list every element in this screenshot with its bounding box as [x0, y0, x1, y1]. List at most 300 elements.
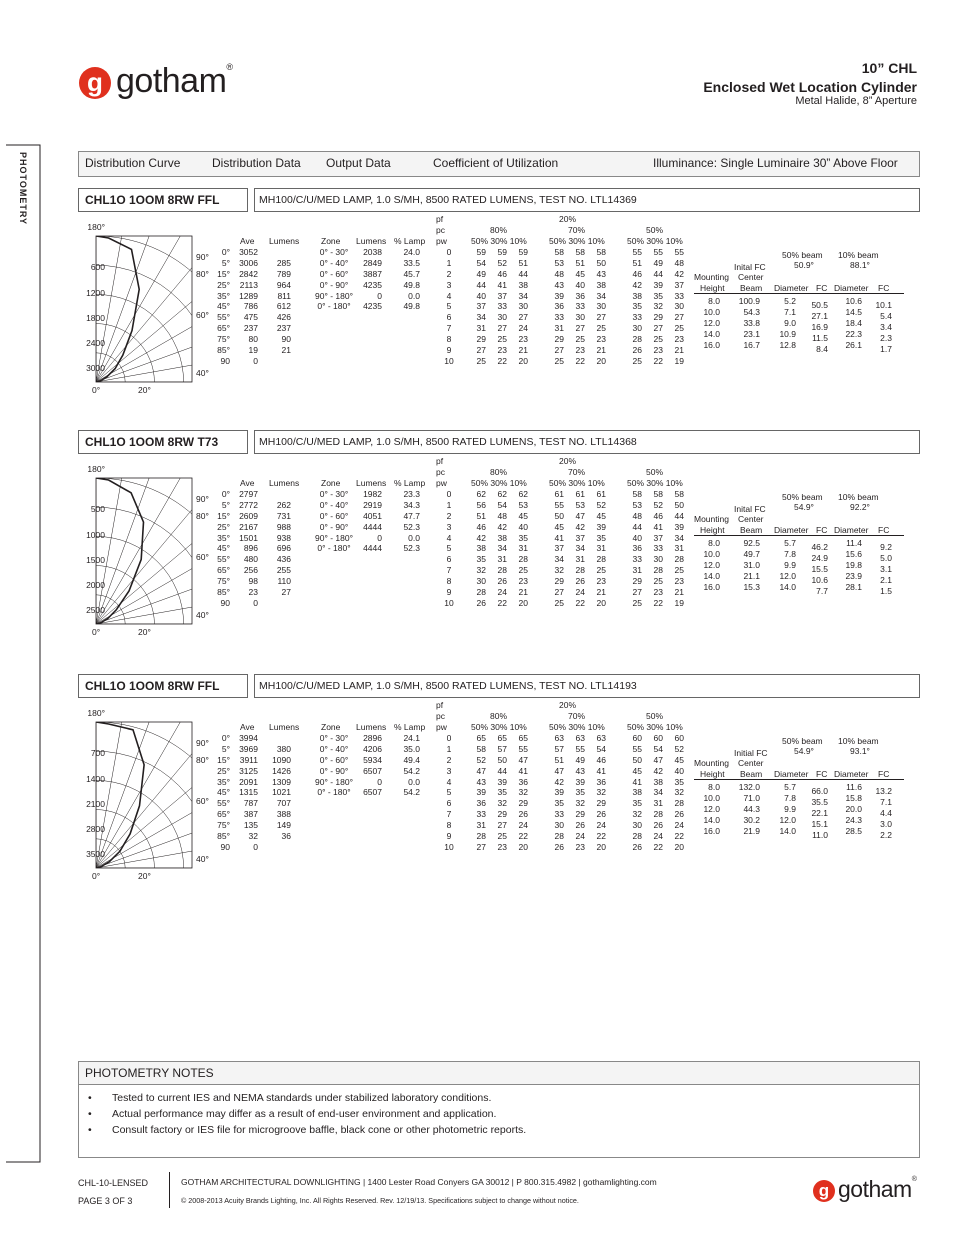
illum-center-label: Center — [738, 272, 764, 282]
polar-scale-label: 2100 — [86, 799, 105, 809]
illum-beam10-angle: 93.1° — [850, 746, 870, 756]
output-pct-cell: 54.2 — [403, 787, 420, 798]
distribution-lumens-cell: 789 — [276, 268, 291, 279]
distribution-angle-cell: 15° — [217, 268, 230, 279]
footer-divider — [169, 1172, 170, 1208]
product-title: 10” CHL — [861, 60, 917, 76]
cu-pw-header: 50% 30% 10% — [471, 478, 527, 488]
distribution-angle-cell: 45° — [217, 301, 230, 312]
distribution-ave-cell: 3969 — [239, 743, 258, 754]
illum-center-label: Center — [738, 758, 764, 768]
product-detail: Metal Halide, 8” Aperture — [795, 95, 917, 107]
cu-cell: 20 — [674, 841, 684, 852]
cu-cell: 27 — [476, 345, 486, 356]
cu-cell: 25 — [632, 355, 642, 366]
cu-cell: 25 — [632, 597, 642, 608]
polar-distribution-curve — [94, 472, 194, 628]
cu-cell: 40 — [575, 279, 585, 290]
cu-cell: 21 — [596, 587, 606, 598]
cu-pw-header: 50% 30% 10% — [471, 236, 527, 246]
distribution-header-ave: Ave — [240, 478, 255, 488]
cu-cell: 56 — [476, 499, 486, 510]
illum-center-cell: 21.1 — [743, 570, 760, 581]
distribution-ave-cell: 2167 — [239, 521, 258, 532]
cu-cell: 33 — [632, 312, 642, 323]
illum-fc10-cell: 5.0 — [880, 552, 892, 563]
output-lumens-cell: 4444 — [363, 543, 382, 554]
cu-cell: 44 — [497, 765, 507, 776]
polar-ring — [94, 722, 194, 872]
cu-cell: 21 — [674, 587, 684, 598]
gotham-footer-logo-text: gotham® — [838, 1176, 917, 1202]
cu-cell: 28 — [632, 831, 642, 842]
distribution-lumens-cell: 731 — [276, 510, 291, 521]
cu-cell: 42 — [497, 521, 507, 532]
distribution-ave-cell: 1315 — [239, 787, 258, 798]
output-pct — [388, 489, 420, 554]
note-item: • Consult factory or IES file for microgroove baffle, black cone or other photometric reports. — [88, 1124, 527, 1136]
cu-cell: 27 — [554, 587, 564, 598]
cu-cell: 29 — [497, 809, 507, 820]
cu-cell: 26 — [653, 820, 663, 831]
distribution-lumens-cell: 938 — [276, 532, 291, 543]
cu-cell: 26 — [497, 576, 507, 587]
polar-scale-label: 1200 — [86, 288, 105, 298]
output-zone-cell: 0° - 180° — [317, 543, 351, 554]
cu-rcr — [436, 247, 462, 367]
section-side-label: PHOTOMETRY — [18, 152, 28, 226]
cu-cell: 25 — [653, 576, 663, 587]
illum-height-cell: 14.0 — [703, 814, 720, 825]
cu-cell: 29 — [554, 576, 564, 587]
illum-fc10-cell: 5.4 — [880, 310, 892, 321]
cu-column-c70 — [588, 247, 606, 367]
cu-cell: 34 — [554, 554, 564, 565]
cu-cell: 27 — [518, 312, 528, 323]
cu-cell: 44 — [674, 510, 684, 521]
cu-cell: 36 — [476, 798, 486, 809]
cu-cell: 31 — [554, 323, 564, 334]
cu-cell: 37 — [497, 290, 507, 301]
distribution-lumens-cell: 612 — [276, 301, 291, 312]
illum-d10-cell: 18.4 — [845, 317, 862, 328]
cu-cell: 32 — [632, 809, 642, 820]
distribution-lumens-cell: 1021 — [272, 787, 291, 798]
cu-column-c70 — [546, 489, 564, 609]
cu-cell: 41 — [497, 279, 507, 290]
cu-cell: 20 — [518, 355, 528, 366]
distribution-angle-cell: 55° — [217, 554, 230, 565]
cu-cell: 53 — [518, 499, 528, 510]
distribution-lumens-cell: 110 — [277, 576, 291, 587]
illum-d10 — [838, 296, 862, 350]
distribution-angle-cell: 15° — [217, 754, 230, 765]
illum-d10-cell: 14.5 — [845, 306, 862, 317]
cu-cell: 26 — [575, 820, 585, 831]
cu-label-pw: pw — [436, 722, 447, 732]
illum-beam10-angle: 92.2° — [850, 502, 870, 512]
cu-cell: 50 — [497, 754, 507, 765]
polar-scale-label: 500 — [90, 504, 105, 514]
cu-cell: 37 — [554, 543, 564, 554]
cu-cell: 65 — [497, 733, 507, 743]
cu-pw-header: 50% 30% 10% — [627, 478, 683, 488]
cu-cell: 20 — [596, 597, 606, 608]
cu-rcr-cell: 5 — [446, 787, 452, 798]
distribution-angle-cell: 65° — [217, 323, 230, 334]
cu-rcr-cell: 6 — [446, 798, 452, 809]
illum-d50-cell: 12.0 — [779, 814, 796, 825]
illum-d50-cell: 5.2 — [784, 296, 796, 306]
cu-cell: 45 — [632, 765, 642, 776]
cu-cell: 20 — [596, 355, 606, 366]
distribution-lumens-cell — [262, 598, 291, 609]
polar-radial — [96, 716, 194, 868]
illum-fc50-cell: 22.1 — [811, 807, 828, 818]
cu-cell: 62 — [497, 489, 507, 499]
illum-center — [734, 782, 760, 836]
cu-cell: 29 — [653, 312, 663, 323]
cu-cell: 26 — [596, 809, 606, 820]
cu-cell: 34 — [476, 312, 486, 323]
illum-height-cell: 12.0 — [703, 559, 720, 570]
cu-cell: 52 — [674, 743, 684, 754]
cu-cell: 50 — [674, 499, 684, 510]
illum-height-cell: 8.0 — [708, 538, 720, 548]
polar-radial — [96, 230, 194, 382]
cu-column-c80 — [468, 733, 486, 853]
tab-distribution-data[interactable]: Distribution Data — [212, 156, 301, 170]
cu-cell: 54 — [653, 743, 663, 754]
illum-d10-cell: 10.6 — [845, 296, 862, 306]
cu-cell: 38 — [518, 279, 528, 290]
illum-fc50-cell: 10.6 — [811, 574, 828, 585]
illum-beam10-angle: 88.1° — [850, 260, 870, 270]
illum-col-diameter: Diameter — [834, 525, 869, 535]
cu-rcr-cell: 5 — [446, 543, 452, 554]
output-lumens-cell: 6507 — [363, 765, 382, 776]
distribution-ave-cell: 2772 — [239, 499, 258, 510]
cu-cell: 42 — [476, 532, 486, 543]
cu-cell: 34 — [653, 787, 663, 798]
cu-pc-50: 50% — [646, 467, 664, 477]
tab-output-data[interactable]: Output Data — [326, 156, 391, 170]
cu-cell: 28 — [653, 809, 663, 820]
note-item: • Actual performance may differ as a result of end-user environment and application. — [88, 1108, 497, 1120]
cu-cell: 30 — [575, 312, 585, 323]
cu-cell: 22 — [674, 831, 684, 842]
illum-center-cell: 44.3 — [743, 803, 760, 814]
output-header-zone: Zone — [321, 722, 341, 732]
illum-d10 — [838, 538, 862, 592]
illum-mounting-label: Mounting — [694, 514, 729, 524]
illum-beam-label: Beam — [740, 283, 763, 293]
cu-cell: 28 — [674, 554, 684, 565]
cu-cell: 24 — [518, 820, 528, 831]
output-pct-cell: 52.3 — [403, 521, 420, 532]
distribution-ave-cell: 2609 — [239, 510, 258, 521]
illum-d50 — [776, 782, 796, 836]
cu-cell: 44 — [653, 268, 663, 279]
gotham-footer-logo-mark: g — [813, 1180, 835, 1202]
illum-col-fc: FC — [816, 283, 828, 293]
illum-fc10-cell: 10.1 — [875, 300, 892, 310]
cu-pf-value: 20% — [559, 700, 577, 710]
illum-fc10-cell: 3.1 — [880, 563, 892, 574]
tab-distribution-curve[interactable]: Distribution Curve — [85, 156, 181, 170]
polar-radial — [96, 472, 194, 624]
cu-cell: 23 — [596, 576, 606, 587]
cu-rcr-cell: 1 — [446, 257, 452, 268]
cu-cell: 57 — [554, 743, 564, 754]
illum-height — [698, 296, 720, 350]
cu-cell: 21 — [674, 345, 684, 356]
distribution-lumens-cell: 707 — [276, 798, 291, 809]
cu-cell: 22 — [596, 831, 606, 842]
tab-coefficient-of-utilization[interactable]: Coefficient of Utilization — [433, 156, 559, 170]
distribution-lumens-cell: 237 — [276, 323, 291, 334]
cu-cell: 32 — [554, 565, 564, 576]
illum-center-cell: 16.7 — [743, 339, 760, 350]
cu-cell: 33 — [554, 809, 564, 820]
cu-cell: 35 — [575, 787, 585, 798]
cu-cell: 65 — [518, 733, 528, 743]
illum-center — [734, 296, 760, 350]
illum-col-fc: FC — [878, 525, 890, 535]
cu-cell: 35 — [596, 532, 606, 543]
distribution-ave-cell: 256 — [243, 565, 258, 576]
cu-cell: 24 — [653, 831, 663, 842]
illum-d10-cell: 11.4 — [846, 538, 862, 548]
cu-cell: 28 — [632, 334, 642, 345]
tab-illuminance[interactable]: Illuminance: Single Luminaire 30” Above Floor — [653, 156, 898, 170]
illum-col-fc: FC — [878, 283, 890, 293]
cu-cell: 26 — [518, 809, 528, 820]
cu-cell: 28 — [476, 587, 486, 598]
cu-cell: 58 — [554, 247, 564, 257]
cu-cell: 52 — [653, 499, 663, 510]
output-lumens-cell: 2919 — [363, 499, 382, 510]
cu-cell: 60 — [653, 733, 663, 743]
distribution-header-ave: Ave — [240, 236, 255, 246]
cu-cell: 24 — [575, 587, 585, 598]
illum-col-fc: FC — [816, 525, 828, 535]
cu-cell: 37 — [653, 532, 663, 543]
cu-rcr-cell: 1 — [446, 499, 452, 510]
cu-cell: 59 — [497, 247, 507, 257]
cu-cell: 33 — [476, 809, 486, 820]
polar-angle-label: 0° — [92, 627, 101, 637]
cu-cell: 58 — [674, 489, 684, 499]
cu-cell: 30 — [632, 323, 642, 334]
illum-header-rule — [694, 293, 904, 294]
cu-cell: 34 — [518, 290, 528, 301]
cu-rcr-cell: 7 — [446, 809, 452, 820]
illum-d10-cell: 24.3 — [845, 814, 862, 825]
distribution-lumens-cell: 388 — [276, 809, 291, 820]
distribution-lumens-cell: 696 — [276, 543, 291, 554]
distribution-ave-cell: 237 — [243, 323, 258, 334]
cu-rcr-cell: 10 — [444, 355, 454, 366]
cu-rcr-cell: 2 — [446, 510, 452, 521]
gotham-logo-mark: g — [79, 67, 111, 99]
cu-cell: 28 — [674, 798, 684, 809]
cu-rcr-cell: 4 — [446, 776, 452, 787]
cu-cell: 39 — [554, 290, 564, 301]
illum-center-cell: 21.9 — [743, 825, 760, 836]
cu-cell: 25 — [674, 565, 684, 576]
cu-cell: 45 — [596, 510, 606, 521]
cu-cell: 46 — [653, 510, 663, 521]
cu-cell: 25 — [518, 565, 528, 576]
illum-height-cell: 8.0 — [708, 296, 720, 306]
distribution-angle-cell: 75° — [217, 820, 230, 831]
illum-initial-label: Initial FC — [734, 748, 768, 758]
cu-rcr-cell: 5 — [446, 301, 452, 312]
illum-beam50-label: 50% beam — [782, 250, 823, 260]
polar-scale-label: 2800 — [86, 824, 105, 834]
photometry-notes — [78, 1061, 920, 1158]
cu-cell: 19 — [674, 355, 684, 366]
cu-cell: 25 — [497, 334, 507, 345]
output-lumens — [352, 733, 382, 798]
polar-radial — [96, 474, 194, 624]
cu-cell: 50 — [632, 754, 642, 765]
illum-height-cell: 10.0 — [703, 306, 720, 317]
cu-cell: 30 — [674, 301, 684, 312]
catalog-number: CHL1O 1OOM 8RW T73 — [85, 435, 219, 449]
cu-cell: 21 — [518, 587, 528, 598]
catalog-number: CHL1O 1OOM 8RW FFL — [85, 193, 220, 207]
polar-ring — [94, 478, 194, 628]
cu-cell: 31 — [596, 543, 606, 554]
cu-cell: 39 — [497, 776, 507, 787]
illum-fc10 — [872, 786, 892, 840]
illum-initial-label: Inital FC — [734, 262, 766, 272]
cu-rcr-cell: 3 — [446, 765, 452, 776]
cu-cell: 28 — [575, 565, 585, 576]
cu-cell: 23 — [575, 345, 585, 356]
output-zone-cell: 0° - 40° — [319, 257, 349, 268]
cu-cell: 36 — [596, 776, 606, 787]
cu-cell: 39 — [653, 279, 663, 290]
distribution-lumens-cell: 1309 — [272, 776, 291, 787]
output-header-pct: % Lamp — [394, 478, 426, 488]
cu-cell: 52 — [476, 754, 486, 765]
cu-cell: 31 — [518, 543, 528, 554]
distribution-angle-cell: 55° — [217, 798, 230, 809]
cu-cell: 43 — [596, 268, 606, 279]
output-zone-cell: 0° - 40° — [319, 743, 349, 754]
test-description-box — [254, 188, 920, 212]
cu-cell: 49 — [476, 268, 486, 279]
illum-height-cell: 12.0 — [703, 317, 720, 328]
cu-rcr — [436, 489, 462, 609]
illum-center — [734, 538, 760, 592]
cu-cell: 34 — [674, 532, 684, 543]
cu-cell: 55 — [632, 247, 642, 257]
distribution-angle-cell: 85° — [217, 587, 230, 598]
cu-cell: 23 — [674, 576, 684, 587]
cu-column-c50 — [624, 247, 642, 367]
product-subtitle: Enclosed Wet Location Cylinder — [703, 79, 917, 95]
cu-rcr-cell: 6 — [446, 554, 452, 565]
cu-cell: 54 — [497, 499, 507, 510]
polar-scale-label: 600 — [90, 262, 105, 272]
cu-column-c80 — [510, 247, 528, 367]
cu-cell: 27 — [653, 323, 663, 334]
output-lumens-cell: 2849 — [363, 257, 382, 268]
polar-angle-label: 20° — [138, 627, 151, 637]
illum-d10-cell: 11.6 — [846, 782, 862, 792]
footer-copyright: © 2008-2013 Acuity Brands Lighting, Inc. All Rights Reserved. Rev. 12/19/13. Specifications subject to change without notice. — [181, 1196, 579, 1205]
cu-rcr-cell: 4 — [446, 290, 452, 301]
polar-grid — [94, 716, 194, 872]
output-zone-cell: 0° - 60° — [319, 268, 349, 279]
test-description: MH100/C/U/MED LAMP, 1.0 S/MH, 8500 RATED LUMENS, TEST NO. LTL14369 — [259, 194, 637, 206]
illum-d10-cell: 19.8 — [845, 559, 862, 570]
distribution-ave-cell: 1289 — [239, 290, 258, 301]
distribution-lumens-cell: 436 — [276, 554, 291, 565]
output-lumens — [352, 247, 382, 312]
distribution-angle-cell: 90 — [220, 597, 230, 608]
cu-cell: 38 — [476, 543, 486, 554]
output-pct — [388, 733, 420, 798]
cu-cell: 24 — [518, 323, 528, 334]
notes-title: PHOTOMETRY NOTES — [85, 1066, 214, 1080]
distribution-lumens-cell: 285 — [276, 257, 291, 268]
illum-fc10-cell: 3.4 — [880, 321, 892, 332]
polar-ring — [94, 236, 194, 386]
polar-angle-label: 40° — [196, 610, 209, 620]
cu-column-c80 — [489, 247, 507, 367]
illum-height-cell: 16.0 — [703, 581, 720, 592]
cu-cell: 27 — [554, 345, 564, 356]
cu-column-c70 — [588, 489, 606, 609]
cu-pc-70: 70% — [568, 711, 586, 721]
cu-cell: 41 — [653, 521, 663, 532]
cu-rcr-cell: 0 — [446, 247, 452, 257]
cu-cell: 26 — [476, 597, 486, 608]
cu-cell: 33 — [554, 312, 564, 323]
cu-cell: 60 — [674, 733, 684, 743]
illum-center-cell: 54.3 — [743, 306, 760, 317]
distribution-lumens-cell: 1090 — [272, 754, 291, 765]
polar-angle-label: 20° — [138, 871, 151, 881]
cu-cell: 42 — [632, 279, 642, 290]
illum-fc50-cell: 35.5 — [811, 796, 828, 807]
cu-cell: 59 — [476, 247, 486, 257]
cu-cell: 39 — [596, 521, 606, 532]
output-header-lumens: Lumens — [356, 722, 387, 732]
distribution-ave-cell: 475 — [243, 312, 258, 323]
output-lumens-cell: 4235 — [363, 279, 382, 290]
polar-angle-label: 60° — [196, 310, 209, 320]
cu-cell: 50 — [554, 510, 564, 521]
output-lumens-cell: 3887 — [363, 268, 382, 279]
output-lumens-cell: 5934 — [363, 754, 382, 765]
distribution-angle-cell: 65° — [217, 565, 230, 576]
distribution-ave-cell: 3052 — [239, 247, 258, 257]
cu-cell: 35 — [497, 787, 507, 798]
polar-scale-label: 700 — [90, 748, 105, 758]
cu-cell: 53 — [575, 499, 585, 510]
cu-cell: 54 — [596, 743, 606, 754]
cu-cell: 40 — [518, 521, 528, 532]
illum-center-cell: 49.7 — [743, 548, 760, 559]
page-number: PAGE 3 OF 3 — [78, 1196, 133, 1206]
cu-label-pc: pc — [436, 711, 445, 721]
